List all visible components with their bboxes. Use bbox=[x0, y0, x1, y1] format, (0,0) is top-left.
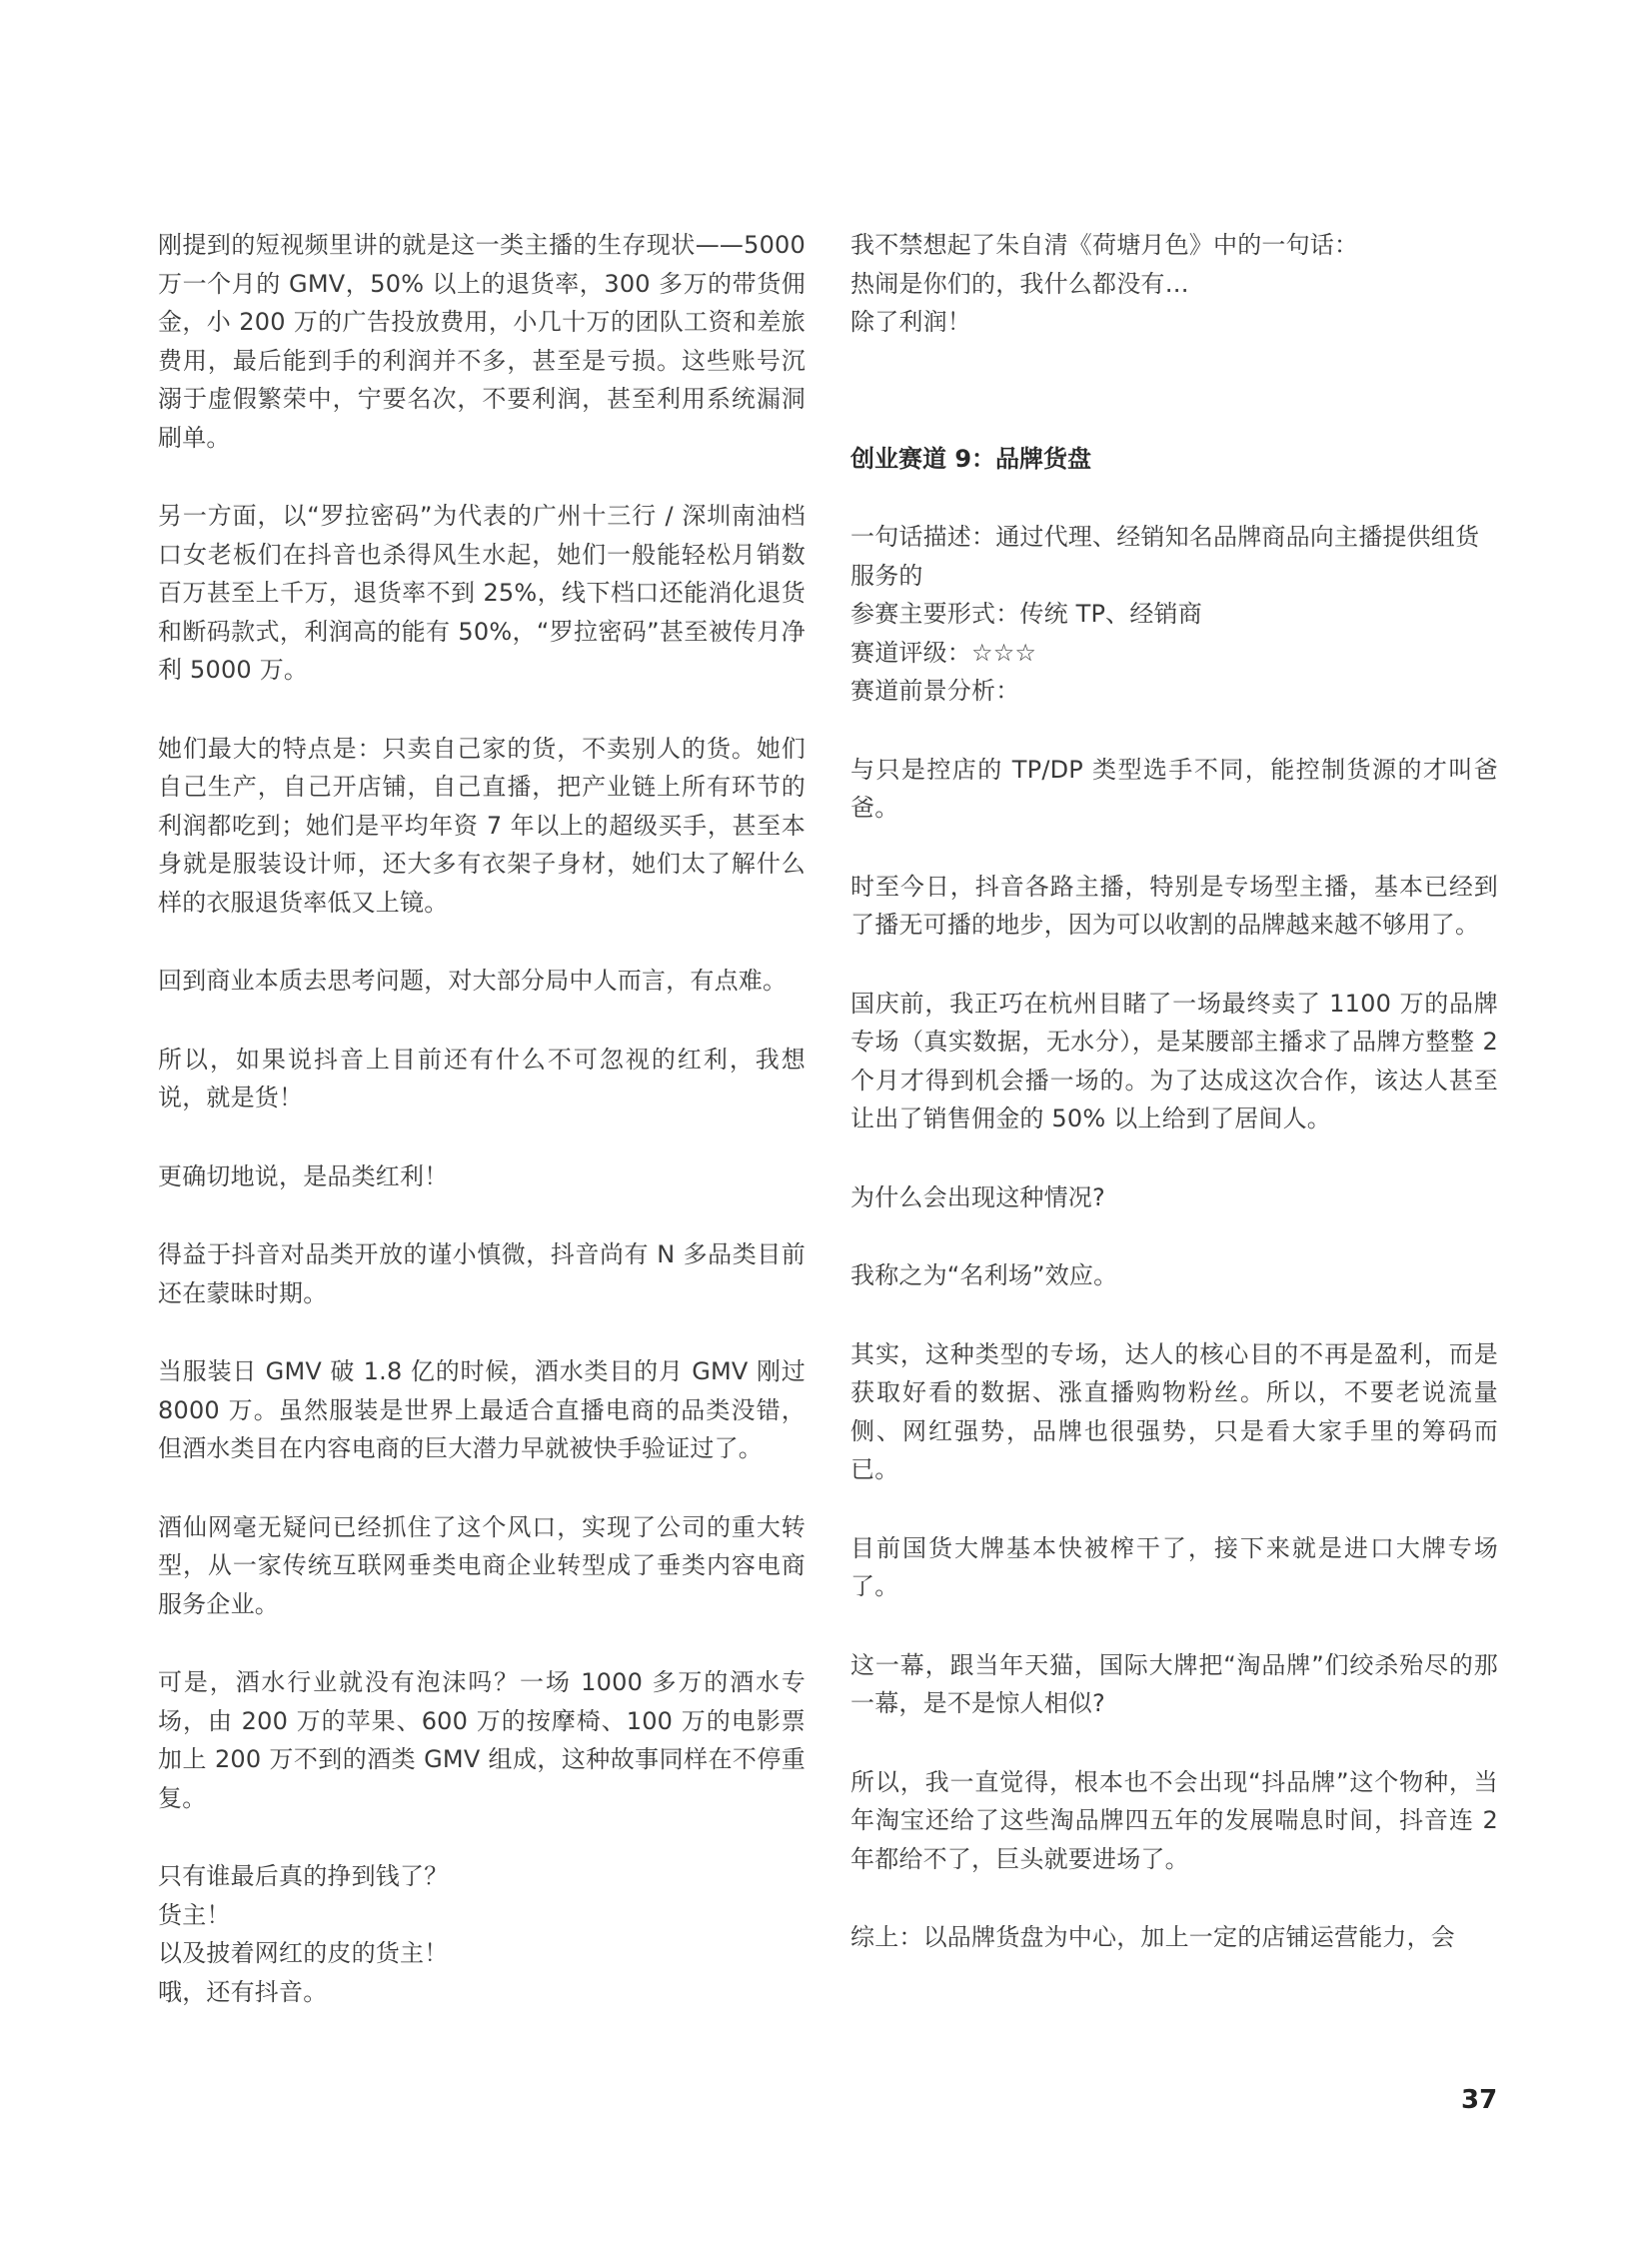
paragraph: 综上：以品牌货盘为中心，加上一定的店铺运营能力，会 bbox=[850, 1923, 1455, 1951]
paragraph: 时至今日，抖音各路主播，特别是专场型主播，基本已经到了播无可播的地步，因为可以收割的品牌越来越不够用了。 bbox=[850, 872, 1498, 939]
quote-line: 热闹是你们的，我什么都没有… bbox=[850, 269, 1189, 298]
paragraph: 这一幕，跟当年天猫，国际大牌把“淘品牌”们绞杀殆尽的那一幕，是不是惊人相似? bbox=[850, 1650, 1498, 1717]
summary-description: 一句话描述：通过代理、经销知名品牌商品向主播提供组货服务的 bbox=[850, 523, 1480, 590]
paragraph: 其实，这种类型的专场，达人的核心目的不再是盈利，而是获取好看的数据、涨直播购物粉丝。所以，不要老说流量侧、网红强势，品牌也很强势，只是看大家手里的筹码而已。 bbox=[850, 1339, 1498, 1483]
quote-lines bbox=[850, 226, 1498, 342]
paragraph: 与只是控店的 TP/DP 类型选手不同，能控制货源的才叫爸爸。 bbox=[850, 755, 1498, 822]
paragraph: 所以，我一直觉得，根本也不会出现“抖品牌”这个物种，当年淘宝还给了这些淘品牌四五年的发展喘息时间，抖音连 2 年都给不了，巨头就要进场了。 bbox=[850, 1767, 1498, 1873]
paragraph: 她们最大的特点是：只卖自己家的货，不卖别人的货。她们自己生产，自己开店铺，自己直播，把产业链上所有环节的利润都吃到；她们是平均年资 7 年以上的超级买手，甚至本身就是服装设计师，还大多有衣架子身材，她们太了解什么样的衣服退货率低又上镜。 bbox=[158, 734, 806, 917]
right-column bbox=[850, 226, 1498, 1997]
closing-line: 只有谁最后真的挣到钱了？ bbox=[158, 1862, 449, 1890]
paragraph: 目前国货大牌基本快被榨干了，接下来就是进口大牌专场了。 bbox=[850, 1533, 1498, 1600]
paragraph: 另一方面，以“罗拉密码”为代表的广州十三行 / 深圳南油档口女老板们在抖音也杀得风生水起，她们一般能轻松月销数百万甚至上千万，退货率不到 25%，线下档口还能消化退货和断码款式，利润高的能有 50%，“罗拉密码”甚至被传月净利 5000 万。 bbox=[158, 502, 806, 684]
quote-line: 除了利润！ bbox=[850, 308, 971, 336]
paragraph: 更确切地说，是品类红利！ bbox=[158, 1161, 449, 1190]
paragraph: 回到商业本质去思考问题，对大部分局中人而言，有点难。 bbox=[158, 967, 788, 995]
paragraph: 得益于抖音对品类开放的谨小慎微，抖音尚有 N 多品类目前还在蒙昧时期。 bbox=[158, 1240, 806, 1307]
quote-line: 我不禁想起了朱自清《荷塘月色》中的一句话： bbox=[850, 231, 1359, 259]
closing-line: 货主！ bbox=[158, 1900, 231, 1929]
paragraph: 可是，酒水行业就没有泡沫吗？一场 1000 多万的酒水专场，由 200 万的苹果、600 万的按摩椅、100 万的电影票加上 200 万不到的酒类 GMV 组成，这种故事同样在不停重复。 bbox=[158, 1668, 806, 1812]
paragraph: 酒仙网毫无疑问已经抓住了这个风口，实现了公司的重大转型，从一家传统互联网垂类电商企业转型成了垂类内容电商服务企业。 bbox=[158, 1512, 806, 1618]
section-heading: 创业赛道 9：品牌货盘 bbox=[850, 444, 1092, 473]
summary-outlook: 赛道前景分析： bbox=[850, 677, 1020, 705]
paragraph: 我称之为“名利场”效应。 bbox=[850, 1261, 1118, 1289]
left-column bbox=[158, 226, 806, 2051]
summary-rating: 赛道评级：☆☆☆ bbox=[850, 638, 1037, 667]
paragraph: 所以，如果说抖音上目前还有什么不可忽视的红利，我想说，就是货！ bbox=[158, 1045, 806, 1112]
section-spacer bbox=[850, 382, 1498, 440]
paragraph: 国庆前，我正巧在杭州目睹了一场最终卖了 1100 万的品牌专场（真实数据，无水分），是某腰部主播求了品牌方整整 2 个月才得到机会播一场的。为了达成这次合作，该达人甚至让出了销售佣金的 50% 以上给到了居间人。 bbox=[850, 989, 1498, 1132]
track-summary bbox=[850, 518, 1498, 711]
page-number: 37 bbox=[1461, 2085, 1498, 2115]
summary-format: 参赛主要形式：传统 TP、经销商 bbox=[850, 600, 1202, 628]
closing-line: 哦，还有抖音。 bbox=[158, 1977, 328, 2006]
paragraph: 为什么会出现这种情况? bbox=[850, 1182, 1105, 1211]
closing-line: 以及披着网红的皮的货主！ bbox=[158, 1939, 449, 1967]
paragraph: 刚提到的短视频里讲的就是这一类主播的生存现状——5000 万一个月的 GMV，50% 以上的退货率，300 多万的带货佣金，小 200 万的广告投放费用，小几十万的团队工资和差旅费用，最后能到手的利润并不多，甚至是亏损。这些账号沉溺于虚假繁荣中，宁要名次，不要利润，甚至利用系统漏洞刷单。 bbox=[158, 231, 806, 452]
paragraph: 当服装日 GMV 破 1.8 亿的时候，酒水类目的月 GMV 刚过 8000 万。虽然服装是世界上最适合直播电商的品类没错，但酒水类目在内容电商的巨大潜力早就被快手验证过了。 bbox=[158, 1357, 806, 1462]
closing-lines bbox=[158, 1857, 806, 2011]
